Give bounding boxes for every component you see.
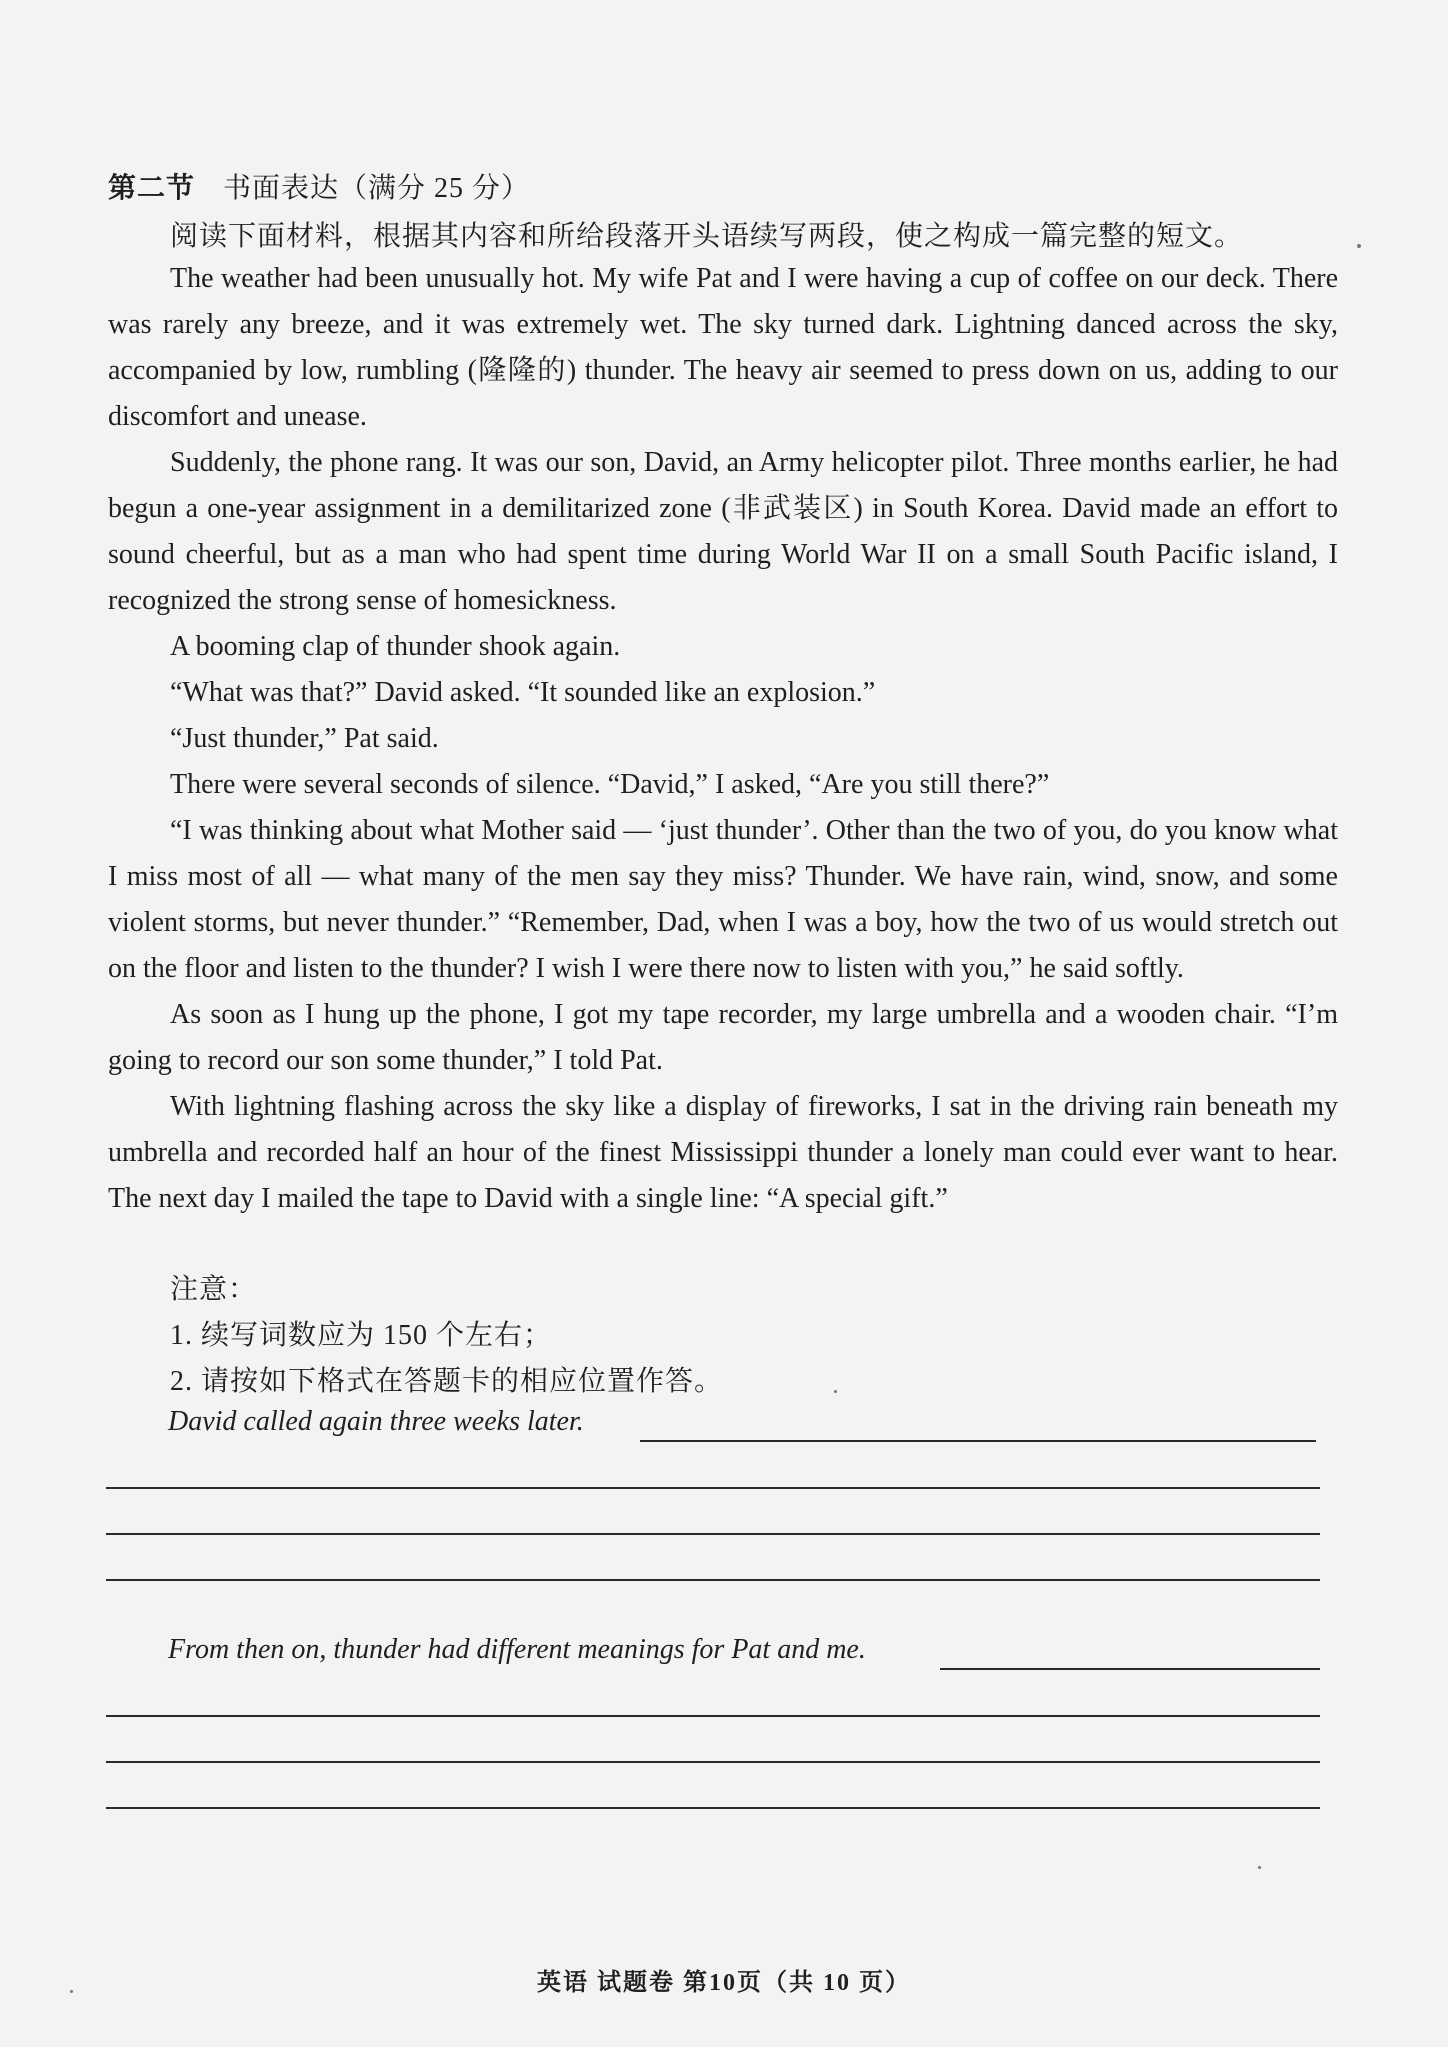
task-instruction: 阅读下面材料，根据其内容和所给段落开头语续写两段，使之构成一篇完整的短文。 bbox=[170, 221, 1244, 252]
section-number: 第二节 bbox=[108, 173, 196, 204]
page-footer: 英语 试题卷 第10页（共 10 页） bbox=[537, 1970, 911, 1996]
answer-line[interactable] bbox=[106, 1533, 1320, 1535]
story-paragraph: There were several seconds of silence. “David,” I asked, “Are you still there?” bbox=[170, 769, 1050, 800]
answer-line[interactable] bbox=[940, 1668, 1320, 1670]
note-item: 2. 请按如下格式在答题卡的相应位置作答。 bbox=[170, 1366, 724, 1397]
story-paragraph: The weather had been unusually hot. My wife Pat and I were having a cup of coffee on our deck. There was rarely any breeze, and it was extremely wet. The sky turned dark. Lightning danced across the sky, accompanied by low, rumbling (隆隆的) thunder. The heavy air seemed to press down on us, adding to our discomfort and unease. bbox=[108, 263, 1338, 432]
answer-line[interactable] bbox=[106, 1715, 1320, 1717]
note-item: 1. 续写词数应为 150 个左右； bbox=[170, 1320, 553, 1351]
story-paragraph: “What was that?” David asked. “It sounded like an explosion.” bbox=[170, 677, 876, 708]
section-heading bbox=[108, 166, 530, 206]
answer-line[interactable] bbox=[106, 1487, 1320, 1489]
answer-line[interactable] bbox=[106, 1579, 1320, 1581]
story-paragraph: “I was thinking about what Mother said — ‘just thunder’. Other than the two of you, do you know what I miss most of all — what many of the men say they miss? Thunder. We have rain, wind, snow, and some violent storms, but never thunder.” “Remember, Dad, when I was a boy, how the two of us would stretch out on the floor and listen to the thunder? I wish I were there now to listen with you,” he said softly. bbox=[108, 815, 1338, 984]
answer-line[interactable] bbox=[106, 1761, 1320, 1763]
continuation-prompt-first: David called again three weeks later. bbox=[168, 1406, 584, 1437]
scan-speck bbox=[1258, 1866, 1261, 1869]
answer-line[interactable] bbox=[106, 1807, 1320, 1809]
notes-block bbox=[170, 1267, 723, 1405]
story-paragraph: As soon as I hung up the phone, I got my tape recorder, my large umbrella and a wooden chair. “I’m going to record our son some thunder,” I told Pat. bbox=[108, 999, 1338, 1076]
section-title: 书面表达（满分 25 分） bbox=[223, 173, 531, 204]
answer-line[interactable] bbox=[640, 1440, 1316, 1442]
story-passage bbox=[108, 256, 1338, 1222]
story-paragraph: Suddenly, the phone rang. It was our son, David, an Army helicopter pilot. Three months earlier, he had begun a one-year assignment in a demilitarized zone (非武装区) in South Korea. David made an effort to sound cheerful, but as a man who had spent time during World War II on a small South Pacific island, I recognized the strong sense of homesickness. bbox=[108, 447, 1338, 616]
notes-label: 注意： bbox=[170, 1274, 258, 1305]
scan-speck bbox=[834, 1390, 837, 1393]
story-paragraph: A booming clap of thunder shook again. bbox=[170, 631, 621, 662]
story-paragraph: With lightning flashing across the sky like a display of fireworks, I sat in the driving rain beneath my umbrella and recorded half an hour of the finest Mississippi thunder a lonely man could ever want to hear. The next day I mailed the tape to David with a single line: “A special gift.” bbox=[108, 1091, 1338, 1214]
scan-speck bbox=[70, 1990, 73, 1993]
continuation-prompt-second: From then on, thunder had different meanings for Pat and me. bbox=[168, 1634, 866, 1665]
scan-speck bbox=[1357, 244, 1361, 248]
story-paragraph: “Just thunder,” Pat said. bbox=[170, 723, 439, 754]
